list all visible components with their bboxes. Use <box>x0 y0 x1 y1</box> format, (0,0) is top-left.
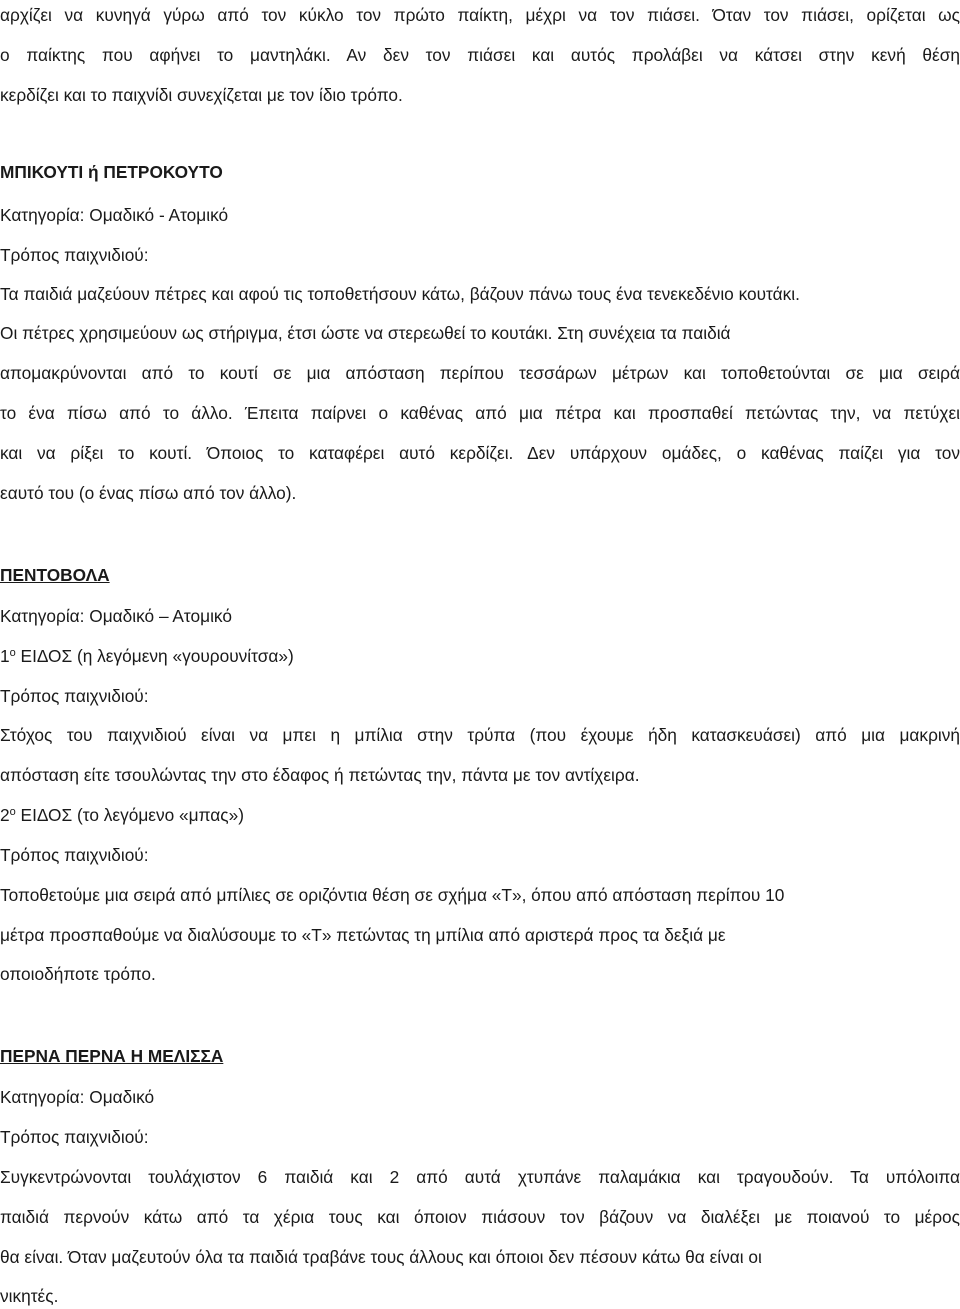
paragraph-line: Συγκεντρώνονται τουλάχιστον 6 παιδιά και 2 από αυτά χτυπάνε παλαμάκια και τραγουδούν. Τα υπόλοιπα <box>0 1167 960 1187</box>
ordinal-superscript: ο <box>9 806 16 818</box>
section-title: ΠΕΡΝΑ ΠΕΡΝΑ Η ΜΕΛΙΣΣΑ <box>0 1046 224 1066</box>
ordinal-superscript: ο <box>9 647 16 659</box>
paragraph-line: αρχίζει να κυνηγά γύρω από τον κύκλο τον πρώτο παίκτη, μέχρι να τον πιάσει. Όταν τον πιάσει, ορίζεται ως <box>0 5 960 25</box>
paragraph-line: νικητές. <box>0 1286 59 1306</box>
paragraph-line: παιδιά περνούν κάτω από τα χέρια τους και όποιον πιάσουν τον βάζουν να διαλέξει με ποιανού το μέρος <box>0 1207 960 1227</box>
paragraph-line: Στόχος του παιχνιδιού είναι να μπει η μπίλια στην τρύπα (που έχουμε ήδη κατασκευάσει) από μια μακρινή <box>0 725 960 745</box>
kind-heading <box>0 804 244 826</box>
howto-label: Τρόπος παιχνιδιού: <box>0 1127 149 1147</box>
paragraph-line: ο παίκτης που αφήνει το μαντηλάκι. Αν δεν τον πιάσει και αυτός προλάβει να κάτσει στην κενή θέση <box>0 45 960 65</box>
kind-text: ΕΙΔΟΣ (το λεγόμενο «μπας») <box>15 805 244 825</box>
howto-label: Τρόπος παιχνιδιού: <box>0 686 149 706</box>
paragraph-line: και να ρίξει το κουτί. Όποιος το καταφέρει αυτό κερδίζει. Δεν υπάρχουν ομάδες, ο καθένας παίζει για τον <box>0 443 960 463</box>
paragraph-line: θα είναι. Όταν μαζευτούν όλα τα παιδιά τραβάνε τους άλλους και όποιοι δεν πέσουν κάτω θα είναι οι <box>0 1247 762 1267</box>
howto-label: Τρόπος παιχνιδιού: <box>0 245 149 265</box>
paragraph-line: Τοποθετούμε μια σειρά από μπίλιες σε οριζόντια θέση σε σχήμα «Τ», όπου από απόσταση περίπου 10 <box>0 885 785 905</box>
paragraph-line: απόσταση είτε τσουλώντας την στο έδαφος ή πετώντας την, πάντα με τον αντίχειρα. <box>0 765 640 785</box>
paragraph-line: το ένα πίσω από το άλλο. Έπειτα παίρνει ο καθένας από μια πέτρα και προσπαθεί πετώντας την, να πετύχει <box>0 403 960 423</box>
kind-text: ΕΙΔΟΣ (η λεγόμενη «γουρουνίτσα») <box>15 646 294 666</box>
section-title: ΜΠΙΚΟΥΤΙ ή ΠΕΤΡΟΚΟΥΤΟ <box>0 162 223 182</box>
paragraph-line: οποιοδήποτε τρόπο. <box>0 964 156 984</box>
kind-heading <box>0 645 294 667</box>
category-label: Κατηγορία: Ομαδικό – Ατομικό <box>0 606 232 626</box>
paragraph-line: εαυτό του (ο ένας πίσω από τον άλλο). <box>0 483 297 503</box>
paragraph-line: μέτρα προσπαθούμε να διαλύσουμε το «Τ» πετώντας τη μπίλια από αριστερά προς τα δεξιά με <box>0 925 726 945</box>
paragraph-line: απομακρύνονται από το κουτί σε μια απόσταση περίπου τεσσάρων μέτρων και τοποθετούνται σε μια σειρά <box>0 363 960 383</box>
paragraph-line: Οι πέτρες χρησιμεύουν ως στήριγμα, έτσι ώστε να στερεωθεί το κουτάκι. Στη συνέχεια τα παιδιά <box>0 323 731 343</box>
paragraph-line: κερδίζει και το παιχνίδι συνεχίζεται με τον ίδιο τρόπο. <box>0 85 403 105</box>
howto-label: Τρόπος παιχνιδιού: <box>0 845 149 865</box>
category-label: Κατηγορία: Ομαδικό <box>0 1087 155 1107</box>
category-label: Κατηγορία: Ομαδικό - Ατομικό <box>0 205 229 225</box>
kind-number: 2 <box>0 805 10 825</box>
paragraph-line: Τα παιδιά μαζεύουν πέτρες και αφού τις τοποθετήσουν κάτω, βάζουν πάνω τους ένα τενεκεδένιο κουτάκι. <box>0 284 800 304</box>
section-title: ΠΕΝΤΟΒΟΛΑ <box>0 565 110 585</box>
kind-number: 1 <box>0 646 10 666</box>
